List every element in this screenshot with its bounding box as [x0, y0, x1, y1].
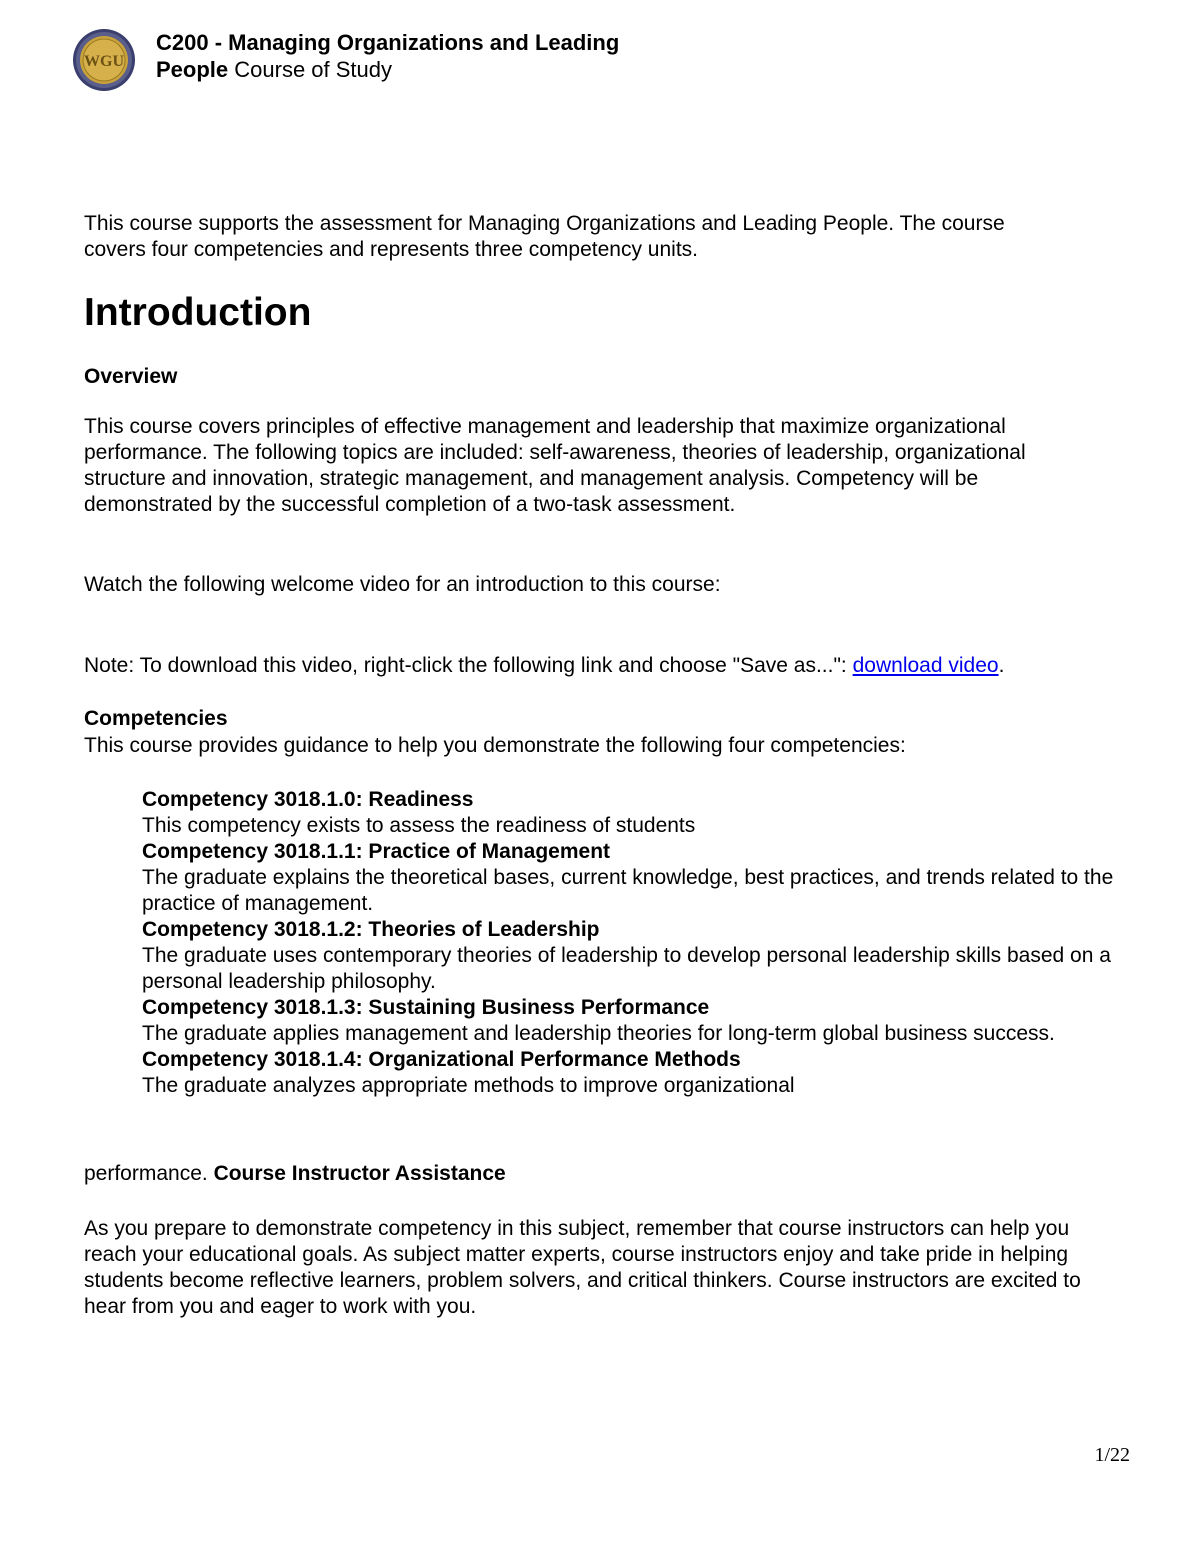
download-note-paragraph: [84, 653, 1164, 679]
competency-description: The graduate uses contemporary theories of leadership to develop personal leadership skills based on a personal leadership philosophy.: [142, 944, 1111, 993]
course-title-bold-part: People: [156, 57, 229, 82]
competency-title: Competency 3018.1.1: Practice of Management: [142, 840, 611, 863]
performance-line: [84, 1161, 1084, 1187]
performance-word: performance.: [84, 1162, 214, 1185]
competency-title: Competency 3018.1.3: Sustaining Business Performance: [142, 996, 710, 1019]
competency-description: The graduate applies management and leadership theories for long-term global business success.: [142, 1022, 1055, 1045]
competency-description: This competency exists to assess the readiness of students: [142, 814, 696, 837]
competency-title: Competency 3018.1.4: Organizational Performance Methods: [142, 1048, 741, 1071]
download-note-text: Note: To download this video, right-click the following link and choose "Save as...":: [84, 654, 853, 677]
overview-heading: Overview: [84, 365, 178, 388]
wgu-seal-logo: [72, 28, 136, 92]
introduction-heading: Introduction: [84, 291, 312, 334]
course-title-line2: [156, 56, 619, 83]
overview-paragraph: This course covers principles of effective management and leadership that maximize organizational performance. The following topics are included: self-awareness, theories of leadership, organizational structure and innovation, strategic management, and management analysis. Competency will be demonstrated by the successful completion of a two-task assessment.: [84, 415, 1026, 516]
competencies-intro: This course provides guidance to help you demonstrate the following four competencies:: [84, 734, 906, 757]
competency-title: Competency 3018.1.0: Readiness: [142, 788, 474, 811]
course-title: [156, 29, 619, 83]
welcome-video-paragraph: Watch the following welcome video for an introduction to this course:: [84, 573, 721, 596]
course-title-rest: Course of Study: [228, 57, 393, 82]
course-intro-paragraph: This course supports the assessment for Managing Organizations and Leading People. The course covers four competencies and represents three competency units.: [84, 212, 1005, 261]
download-video-link[interactable]: download video: [852, 654, 999, 677]
competency-item: [142, 1047, 1132, 1099]
competency-description: The graduate analyzes appropriate methods to improve organizational: [142, 1074, 795, 1097]
competency-description: The graduate explains the theoretical bases, current knowledge, best practices, and trends related to the practice of management.: [142, 866, 1114, 915]
competency-title: Competency 3018.1.2: Theories of Leadership: [142, 918, 600, 941]
competency-item: [142, 917, 1132, 995]
download-note-suffix: .: [998, 654, 1005, 677]
instructor-assistance-heading: Course Instructor Assistance: [213, 1162, 506, 1185]
competency-item: [142, 995, 1132, 1047]
competency-list: [142, 787, 1132, 1099]
competencies-heading: Competencies: [84, 707, 228, 730]
competency-item: [142, 787, 1132, 839]
page-number: 1/22: [1094, 1444, 1130, 1466]
logo-text: WGU: [84, 53, 124, 70]
document-header: [72, 28, 619, 92]
instructor-assistance-paragraph: As you prepare to demonstrate competency in this subject, remember that course instructors can help you reach your educational goals. As subject matter experts, course instructors enjoy and take pride in helping students become reflective learners, problem solvers, and critical thinkers. Course instructors are excited to hear from you and eager to work with you.: [84, 1217, 1081, 1318]
competency-item: [142, 839, 1132, 917]
course-title-line1: C200 - Managing Organizations and Leading: [156, 30, 620, 55]
